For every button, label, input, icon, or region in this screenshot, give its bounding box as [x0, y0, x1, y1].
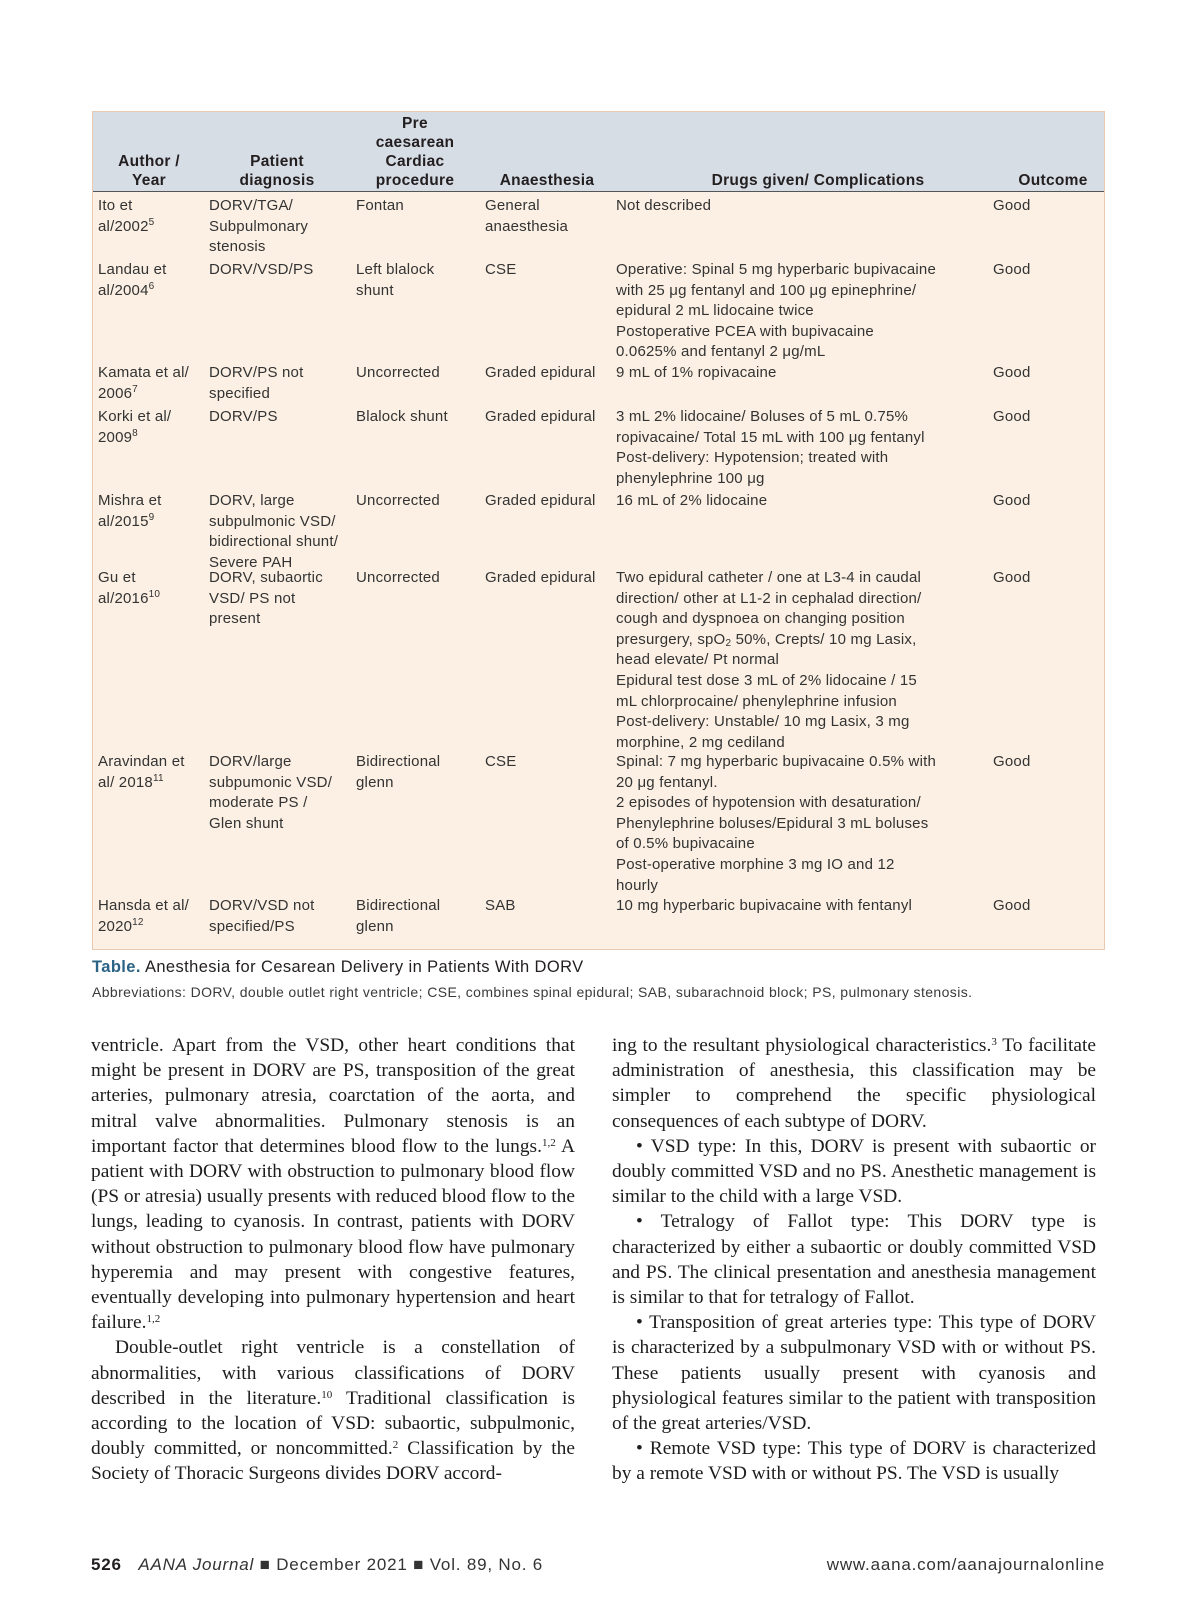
bullet-tetralogy-type: • Tetralogy of Fallot type: This DORV type is characterized by either a subaortic or doubly committed VSD and PS. The clinical presentation and anesthesia management is similar to that for tetralogy of Fallot.: [612, 1211, 1096, 1309]
cell-author-year: [98, 363, 203, 404]
cell-line: 3 mL 2% lidocaine/ Boluses of 5 mL 0.75%: [616, 408, 909, 425]
cell-line: DORV/PS: [209, 408, 278, 425]
cell-line: hourly: [616, 876, 659, 894]
cell-line: 16 mL of 2% lidocaine: [616, 492, 768, 509]
cell-author-year: [98, 896, 203, 937]
cell-line: stenosis: [209, 238, 266, 256]
cell-line: Graded epidural: [485, 492, 596, 509]
cell-line: 2009: [98, 428, 133, 446]
left-column: [91, 1033, 575, 1487]
cell-line: Gu et: [98, 569, 136, 586]
cell-line: DORV/PS not: [209, 364, 304, 381]
volume: Vol. 89, No. 6: [429, 1555, 544, 1574]
cell-line: Kamata et al/: [98, 364, 189, 381]
cell-line: Uncorrected: [356, 364, 440, 381]
cell-line: Hansda et al/: [98, 897, 189, 914]
cell-anaesthesia: [485, 752, 610, 773]
cell-line: epidural 2 mL lidocaine twice: [616, 302, 814, 320]
header-outcome: Outcome: [1018, 172, 1088, 189]
cell-author-year: [98, 752, 203, 793]
cell-line: Subpulmonary: [209, 217, 309, 235]
cell-line: 20 μg fentanyl.: [616, 773, 718, 791]
right-column: [612, 1033, 1096, 1487]
cell-outcome: Good: [993, 261, 1031, 278]
cell-author-year: [98, 260, 203, 301]
header-author-year: Author / Year: [118, 153, 180, 189]
cell-line: moderate PS /: [209, 794, 308, 812]
cell-drugs: [616, 568, 996, 753]
cell-diagnosis: [209, 568, 354, 630]
cell-line: head elevate/ Pt normal: [616, 651, 780, 669]
cell-procedure: [356, 260, 481, 301]
cell-line: Phenylephrine boluses/Epidural 3 mL boluses: [616, 814, 929, 832]
cell-diagnosis: [209, 491, 354, 573]
cell-line: Korki et al/: [98, 408, 172, 425]
cell-author-year: [98, 568, 203, 609]
cell-line: ropivacaine/ Total 15 mL with 100 μg fentanyl: [616, 428, 925, 446]
cell-line: 2 episodes of hypotension with desaturation/: [616, 794, 921, 812]
text-run: Double-outlet right ventricle is a constellation of abnormalities, with various classifications of DORV described in the literature.: [91, 1337, 575, 1409]
cell-line: 10 mg hyperbaric bupivacaine with fentanyl: [616, 897, 913, 914]
cell-line: Spinal: 7 mg hyperbaric bupivacaine 0.5% with: [616, 753, 937, 770]
cell-outcome: Good: [993, 897, 1031, 914]
cell-line: al/2004: [98, 281, 149, 299]
cell-diagnosis: [209, 196, 354, 258]
cell-line: Postoperative PCEA with bupivacaine: [616, 322, 874, 340]
footer-citation: [91, 1555, 543, 1575]
cell-line: Graded epidural: [485, 569, 596, 586]
cell-line: Ito et: [98, 197, 133, 214]
text-run: ing to the resultant physiological characteristics.: [612, 1035, 992, 1056]
cell-procedure: [356, 363, 481, 384]
cell-line: Graded epidural: [485, 364, 596, 381]
cell-line-part: 50%, Crepts/ 10 mg Lasix,: [731, 630, 917, 648]
paragraph: [612, 1033, 1096, 1134]
cell-anaesthesia: [485, 196, 610, 237]
cell-line: Epidural test dose 3 mL of 2% lidocaine / 15: [616, 671, 917, 689]
text-run: ventricle. Apart from the VSD, other heart conditions that might be present in DORV are PS, transposition of the great arteries, pulmonary atresia, coarctation of the aorta, and mitral valve abnormalities. Pulmonary stenosis is an important factor that determines blood flow to the lungs.: [91, 1035, 575, 1157]
cell-diagnosis: [209, 896, 354, 937]
cell-line: al/2016: [98, 589, 149, 607]
journal-url: www.aana.com/aanajournalonline: [826, 1555, 1105, 1574]
cell-line: SAB: [485, 897, 516, 914]
cell-author-year: [98, 491, 203, 532]
cell-drugs: [616, 896, 996, 917]
cell-line: of 0.5% bupivacaine: [616, 835, 755, 853]
cell-anaesthesia: [485, 363, 610, 384]
citation: 1,2: [146, 1313, 161, 1326]
cell-line: mL chlorprocaine/ phenylephrine infusion: [616, 692, 897, 710]
cell-line: subpumonic VSD/: [209, 773, 333, 791]
cell-line: Bidirectional: [356, 897, 441, 914]
cell-outcome: Good: [993, 569, 1031, 586]
cell-line: morphine, 2 mg cediland: [616, 733, 785, 751]
cell-line: phenylephrine 100 μg: [616, 469, 765, 487]
cell-line: DORV, subaortic: [209, 569, 323, 586]
citation: 10: [321, 1388, 333, 1401]
cell-line: subpulmonic VSD/: [209, 512, 336, 530]
cell-anaesthesia: [485, 407, 610, 428]
reference-number: 8: [132, 427, 138, 439]
cell-outcome: Good: [993, 408, 1031, 425]
cell-line: al/2002: [98, 217, 149, 235]
cell-procedure: [356, 752, 481, 793]
text-run: To facilitate administration of anesthesia, this classification may be simpler to comprehend the specific physiological consequences of each subtype of DORV.: [612, 1035, 1096, 1132]
cell-line: bidirectional shunt/: [209, 533, 339, 551]
cell-line: Severe PAH: [209, 553, 293, 571]
paragraph: [91, 1335, 575, 1486]
separator: ■: [413, 1555, 425, 1574]
table-header: [93, 112, 1104, 192]
cell-outcome: Good: [993, 364, 1031, 381]
page-number: 526: [91, 1555, 122, 1574]
cell-line-part: presurgery, spO: [616, 630, 726, 648]
text-run: A patient with DORV with obstruction to pulmonary blood flow (PS or atresia) usually presents with reduced blood flow to the lungs, leading to cyanosis. In contrast, patients with DORV without obstruction to pulmonary blood flow have pulmonary hyperemia and may present with congestive features, eventually developing into pulmonary hypertension and heart failure.: [91, 1135, 575, 1334]
cell-procedure: [356, 407, 481, 428]
cell-line: Graded epidural: [485, 408, 596, 425]
issue-date: December 2021: [276, 1555, 408, 1574]
cell-line: 2006: [98, 384, 133, 402]
cell-procedure: [356, 896, 481, 937]
journal-name: AANA Journal: [138, 1555, 255, 1574]
table-caption: [92, 958, 584, 977]
cell-line: Aravindan et: [98, 753, 185, 770]
cell-line: Two epidural catheter / one at L3-4 in caudal: [616, 569, 922, 586]
cell-line: DORV, large: [209, 492, 295, 509]
text-run: Traditional classification is according to the location of VSD: subaortic, subpulmonic, doubly committed, or noncommitted.: [91, 1387, 575, 1460]
table-abbreviations: Abbreviations: DORV, double outlet right ventricle; CSE, combines spinal epidural; SAB, subarachnoid block; PS, pulmonary stenosis.: [92, 984, 973, 1000]
cell-drugs: [616, 260, 996, 363]
cell-line: direction/ other at L1-2 in cephalad direction/: [616, 589, 922, 607]
cell-line: glenn: [356, 773, 394, 791]
cell-drugs: [616, 363, 996, 384]
cell-line: Not described: [616, 197, 712, 214]
cell-drugs: [616, 196, 996, 217]
cell-line: DORV/VSD not: [209, 897, 315, 914]
citation: 1,2: [541, 1136, 556, 1149]
cell-diagnosis: [209, 407, 354, 428]
reference-number: 11: [152, 772, 164, 784]
cell-drugs: [616, 491, 996, 512]
cell-line: al/2015: [98, 512, 149, 530]
cell-line: with 25 μg fentanyl and 100 μg epinephrine/: [616, 281, 917, 299]
cell-line: 0.0625% and fentanyl 2 μg/mL: [616, 343, 826, 361]
cell-line: present: [209, 610, 261, 628]
cell-line: General: [485, 197, 540, 214]
cell-line: CSE: [485, 261, 517, 278]
cell-outcome: Good: [993, 492, 1031, 509]
cell-anaesthesia: [485, 896, 610, 917]
cell-line: Post-delivery: Unstable/ 10 mg Lasix, 3 mg: [616, 713, 910, 731]
cell-line: Uncorrected: [356, 569, 440, 586]
cell-anaesthesia: [485, 491, 610, 512]
bullet-remote-vsd-type: • Remote VSD type: This type of DORV is characterized by a remote VSD with or without PS. The VSD is usually: [612, 1438, 1096, 1485]
separator: ■: [259, 1555, 271, 1574]
dorv-table: [92, 111, 1105, 950]
cell-line: 2020: [98, 917, 133, 935]
reference-number: 9: [148, 511, 155, 523]
subscript: 2: [725, 637, 732, 649]
caption-label: Table.: [92, 958, 141, 976]
cell-outcome: Good: [993, 753, 1031, 770]
bullet-transposition-type: • Transposition of great arteries type: This type of DORV is characterized by a subpulmonary VSD with or without PS. These patients usually present with cyanosis and physiological features similar to the patient with transposition of the great arteries/VSD.: [612, 1312, 1096, 1435]
cell-line: specified/PS: [209, 917, 295, 935]
cell-line: Operative: Spinal 5 mg hyperbaric bupivacaine: [616, 261, 937, 278]
reference-number: 5: [148, 216, 155, 228]
bullet-vsd-type: • VSD type: In this, DORV is present with subaortic or doubly committed VSD and no PS. Anesthetic management is similar to the child with a large VSD.: [612, 1135, 1096, 1208]
cell-diagnosis: [209, 363, 354, 404]
cell-line: DORV/TGA/: [209, 197, 294, 214]
cell-line: Left blalock: [356, 261, 435, 278]
cell-anaesthesia: [485, 568, 610, 589]
cell-drugs: [616, 752, 996, 896]
cell-line: 9 mL of 1% ropivacaine: [616, 364, 777, 381]
cell-line: Blalock shunt: [356, 408, 448, 425]
citation: 2: [392, 1439, 399, 1452]
citation: 3: [991, 1036, 997, 1048]
cell-line: Landau et: [98, 261, 167, 278]
header-cardiac-procedure: Pre caesarean Cardiac procedure: [375, 115, 455, 189]
cell-line: Glen shunt: [209, 814, 284, 832]
cell-line: shunt: [356, 281, 394, 299]
paragraph: [91, 1033, 575, 1335]
cell-diagnosis: [209, 752, 354, 834]
header-patient-diagnosis: Patient diagnosis: [239, 153, 315, 189]
cell-procedure: [356, 196, 481, 217]
reference-number: 12: [132, 916, 144, 928]
cell-line: DORV/VSD/PS: [209, 261, 314, 278]
reference-number: 6: [148, 280, 155, 292]
cell-drugs: [616, 407, 996, 489]
reference-number: 10: [148, 588, 161, 600]
cell-line: Fontan: [356, 197, 404, 214]
cell-line: specified: [209, 384, 271, 402]
cell-outcome: Good: [993, 197, 1031, 214]
reference-number: 7: [132, 383, 138, 395]
text-run: Classification by the Society of Thoracic Surgeons divides DORV accord-: [91, 1438, 575, 1485]
cell-author-year: [98, 196, 203, 237]
header-anaesthesia: Anaesthesia: [499, 172, 595, 189]
cell-line: Uncorrected: [356, 492, 440, 509]
cell-author-year: [98, 407, 203, 448]
caption-title: Anesthesia for Cesarean Delivery in Patients With DORV: [144, 958, 584, 976]
cell-line: cough and dyspnoea on changing position: [616, 610, 905, 628]
cell-line: [616, 630, 996, 651]
cell-anaesthesia: [485, 260, 610, 281]
header-drugs-complications: Drugs given/ Complications: [711, 172, 925, 189]
cell-line: Post-operative morphine 3 mg IO and 12: [616, 855, 895, 873]
cell-line: VSD/ PS not: [209, 589, 296, 607]
cell-diagnosis: [209, 260, 354, 281]
cell-line: al/ 2018: [98, 773, 153, 791]
cell-line: Post-delivery: Hypotension; treated with: [616, 449, 889, 467]
cell-line: Mishra et: [98, 492, 162, 509]
cell-procedure: [356, 491, 481, 512]
cell-line: CSE: [485, 753, 517, 770]
cell-procedure: [356, 568, 481, 589]
cell-line: Bidirectional: [356, 753, 441, 770]
cell-line: glenn: [356, 917, 394, 935]
cell-line: anaesthesia: [485, 217, 569, 235]
cell-line: DORV/large: [209, 753, 292, 770]
